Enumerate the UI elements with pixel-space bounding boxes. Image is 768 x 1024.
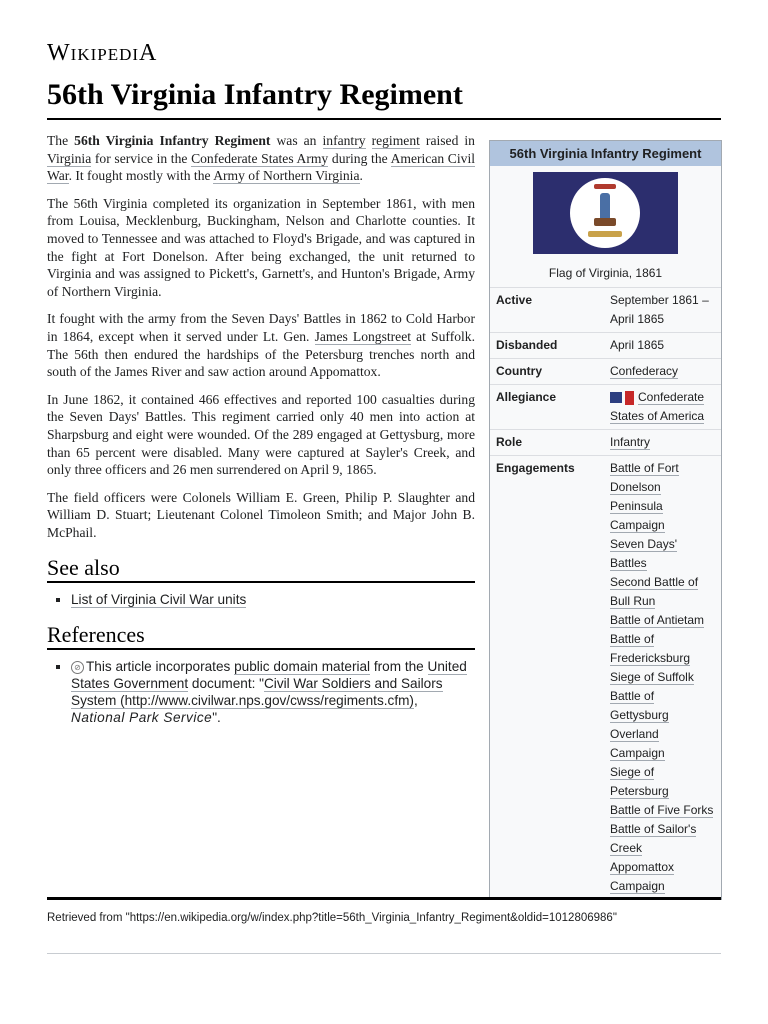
link-engagement[interactable]: Seven Days' Battles	[610, 537, 677, 570]
link-regiment[interactable]: regiment	[371, 133, 420, 148]
infobox-value	[608, 456, 717, 899]
infobox-value	[608, 385, 717, 429]
footer-divider	[47, 897, 721, 900]
link-us-government[interactable]: United States Government	[71, 658, 467, 691]
link-list-virginia-units[interactable]: List of Virginia Civil War units	[71, 592, 247, 608]
link-army-of-northern-virginia[interactable]: Army of Northern Virginia	[213, 168, 360, 184]
infobox-label: Allegiance	[496, 390, 557, 404]
seal-fallen-figure	[594, 218, 616, 226]
link-engagement[interactable]: Battle of Fort Donelson	[610, 461, 679, 494]
infobox-label: Country	[496, 364, 542, 378]
link-virginia[interactable]: Virginia	[47, 150, 92, 166]
list-item	[610, 858, 715, 896]
virginia-flag-image[interactable]	[533, 172, 678, 254]
list-item	[610, 497, 715, 535]
officers-paragraph: The field officers were Colonels William E. Green, Philip P. Slaughter and William D. Stuart; Lieutenant Colonel Timoleon Smith; and Major John B. McPhail.	[47, 489, 475, 540]
seal-top-banner	[594, 184, 616, 189]
page-title: 56th Virginia Infantry Regiment	[47, 78, 721, 120]
infobox-row-disbanded	[490, 332, 721, 358]
link-american-civil-war[interactable]: American Civil War	[47, 150, 476, 184]
list-item	[610, 725, 715, 763]
infobox-row-country	[490, 358, 721, 384]
link-engagement[interactable]: Battle of Fredericksburg	[610, 632, 691, 665]
reference-text: document: "	[188, 675, 264, 691]
public-domain-icon: ⊘	[71, 661, 84, 674]
list-item	[610, 535, 715, 573]
infobox-value: April 1865	[610, 338, 665, 352]
link-infantry-role[interactable]: Infantry	[610, 435, 651, 449]
infobox-title: 56th Virginia Infantry Regiment	[490, 141, 721, 166]
list-item	[610, 820, 715, 858]
infobox-label: Role	[496, 435, 523, 449]
intro-text: The	[47, 133, 75, 148]
footer-rule	[47, 953, 721, 954]
list-item	[610, 459, 715, 497]
link-confederate-states[interactable]: Confederate States of America	[610, 390, 705, 423]
article-body	[47, 132, 475, 732]
list-item	[610, 630, 715, 668]
link-public-domain-material[interactable]: public domain material	[234, 658, 371, 674]
infobox-row-allegiance	[490, 384, 721, 429]
wordmark-initial: W	[47, 40, 71, 66]
infobox	[489, 140, 722, 900]
intro-text: raised in	[419, 133, 475, 148]
link-engagement[interactable]: Battle of Antietam	[610, 613, 705, 627]
list-item	[610, 763, 715, 801]
organization-paragraph: The 56th Virginia completed its organization in September 1861, with men from Louisa, Mecklenburg, Buckingham, Nelson and Charlotte counties. It moved to Tennessee and was attached to Floyd's Brigade, and was captured in the fight at Fort Donelson. After being exchanged, the unit returned to Virginia and was assigned to Pickett's, Garnett's, and Hunton's Brigade, Army of Northern Virginia.	[47, 195, 475, 299]
intro-text: during the	[328, 150, 391, 166]
link-james-longstreet[interactable]: James Longstreet	[314, 328, 412, 344]
intro-text: .	[359, 168, 363, 184]
infobox-flag-wrap	[490, 166, 721, 262]
confederate-flag-icon	[610, 392, 622, 403]
engagements-list	[610, 459, 715, 896]
reference-text: This article incorporates	[86, 658, 235, 674]
seal-motto-banner	[588, 231, 622, 237]
wordmark-final: A	[139, 40, 158, 66]
reference-text: ".	[212, 709, 221, 725]
intro-text: . It fought mostly with the	[68, 168, 214, 184]
service-paragraph	[47, 310, 475, 380]
link-engagement[interactable]: Second Battle of Bull Run	[610, 575, 699, 608]
service-text: It fought with the army from the Seven Days' Battles in 1862 to Cold Harbor in 1864, except when it served under Lt. Gen.	[47, 311, 475, 344]
wikipedia-wordmark[interactable]	[47, 40, 157, 67]
list-item	[610, 611, 715, 630]
references-heading: References	[47, 626, 475, 650]
list-item	[610, 668, 715, 687]
intro-paragraph	[47, 132, 475, 185]
red-flag-icon	[625, 391, 634, 405]
link-infantry[interactable]: infantry	[322, 133, 366, 148]
link-engagement[interactable]: Siege of Suffolk	[610, 670, 694, 684]
reference-text: from the	[370, 658, 428, 674]
link-engagement[interactable]: Battle of Five Forks	[610, 803, 714, 817]
subject-bold: 56th Virginia Infantry Regiment	[74, 133, 271, 148]
link-engagement[interactable]: Siege of Petersburg	[610, 765, 669, 798]
list-item	[610, 573, 715, 611]
infobox-row-role	[490, 429, 721, 455]
wordmark-middle: IKIPEDI	[70, 45, 140, 64]
link-engagement[interactable]: Overland Campaign	[610, 727, 665, 760]
infobox-row-engagements	[490, 455, 721, 899]
see-also-heading: See also	[47, 559, 475, 583]
references-list	[47, 658, 475, 726]
infobox-label: Disbanded	[496, 338, 558, 352]
reference-text: ,	[413, 692, 418, 708]
service-text: at Suffolk. The 56th then endured the hardships of the Petersburg trenches north and south of the James River and saw action around Appomattox.	[47, 328, 475, 380]
retrieved-from: Retrieved from "https://en.wikipedia.org/w/index.php?title=56th_Virginia_Infantry_Regiment&oldid=1012806986"	[47, 912, 617, 924]
link-engagement[interactable]: Battle of Sailor's Creek	[610, 822, 697, 855]
list-item	[610, 801, 715, 820]
list-item	[71, 591, 475, 608]
see-also-list	[47, 591, 475, 608]
infobox-value	[608, 430, 717, 455]
intro-text	[366, 133, 372, 148]
flag-caption: Flag of Virginia, 1861	[548, 266, 663, 280]
infobox-value: September 1861 – April 1865	[610, 293, 709, 326]
link-engagement[interactable]: Battle of Gettysburg	[610, 689, 669, 722]
link-engagement[interactable]: Peninsula Campaign	[610, 499, 665, 532]
publisher-italic: National Park Service	[71, 709, 213, 725]
link-confederate-states-army[interactable]: Confederate States Army	[191, 150, 329, 166]
infobox-value	[608, 359, 717, 384]
casualties-paragraph: In June 1862, it contained 466 effectives and reported 100 casualties during the Seven Days' Battles. This regiment carried only 40 men into action at Sharpsburg and eight were wounded. Of the 289 engaged at Gettysburg, more than 65 percent were disabled. Many were captured at Sayler's Creek, and only three officers and 26 men surrendered on April 9, 1865.	[47, 391, 475, 478]
infobox-label: Engagements	[496, 461, 575, 475]
intro-text: was an	[270, 133, 323, 148]
list-item	[610, 687, 715, 725]
link-cwss[interactable]: Civil War Soldiers and Sailors System (http://www.civilwar.nps.gov/cwss/regiments.cfm)	[71, 675, 443, 708]
intro-text: for service in the	[91, 150, 192, 166]
state-seal	[570, 178, 640, 248]
link-confederacy[interactable]: Confederacy	[610, 364, 679, 378]
link-engagement[interactable]: Appomattox Campaign	[610, 860, 675, 893]
infobox-row-active	[490, 287, 721, 332]
infobox-label: Active	[496, 293, 533, 307]
list-item	[71, 658, 475, 726]
